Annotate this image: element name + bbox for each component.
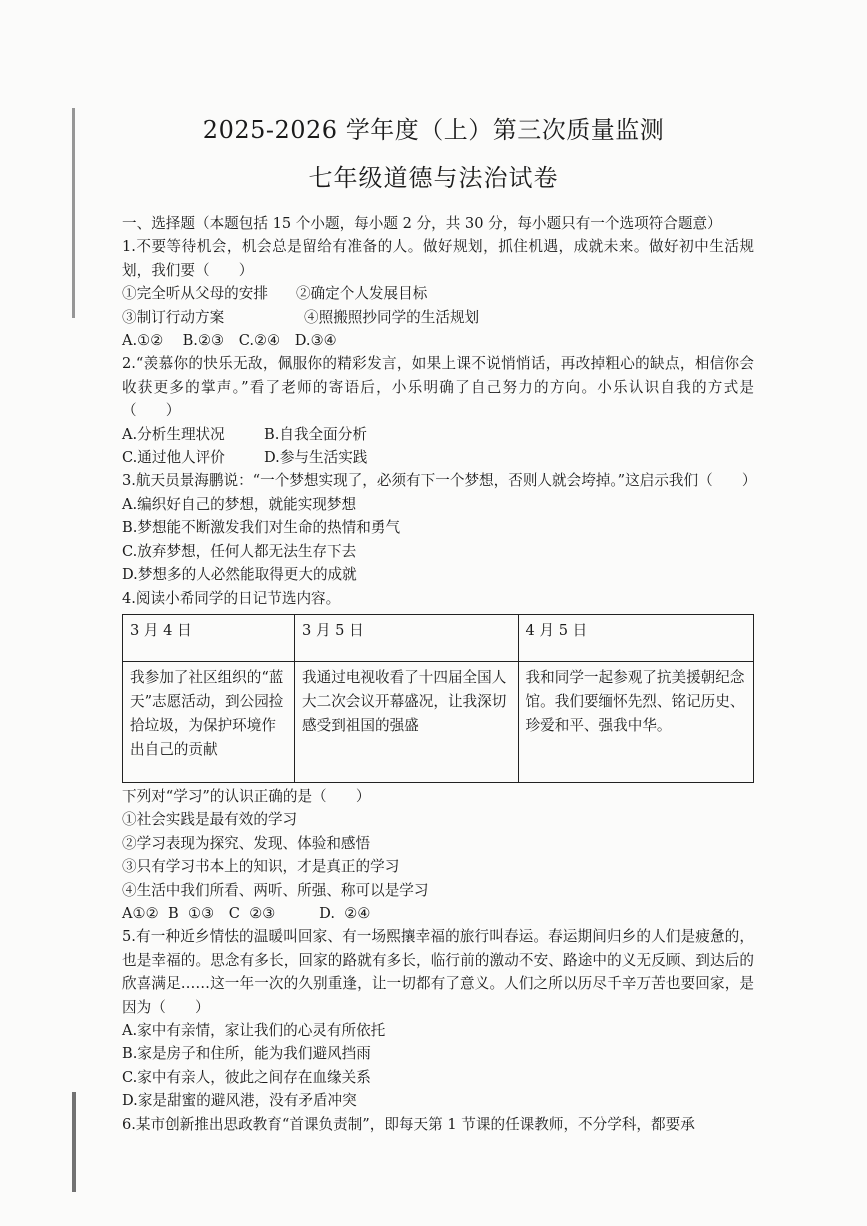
q4-opt3: ③只有学习书本上的知识，才是真正的学习: [122, 858, 400, 876]
diary-date: 3 月 4 日: [123, 614, 295, 661]
q4-opt4: ④生活中我们所看、两听、所强、称可以是学习: [122, 881, 429, 899]
q5-option-b: B.家是房子和住所，能为我们避风挡雨: [122, 1045, 371, 1063]
q2-stem: 2.“羡慕你的快乐无敌，佩服你的精彩发言，如果上课不说悄悄话，再改掉粗心的缺点，相信你会收获更多的掌声。”看了老师的寄语后，小乐明确了自己努力的方向。小乐认识自我的方式是（ ）: [122, 355, 754, 420]
q5-option-a: A.家中有亲情，家让我们的心灵有所依托: [122, 1021, 386, 1039]
q5-option-c: C.家中有亲人，彼此之间存在血缘关系: [122, 1068, 371, 1086]
q3-option-c: C.放弃梦想，任何人都无法生存下去: [122, 542, 357, 560]
q4-choices: A①② B ①③ C ②③ D. ②④: [122, 904, 371, 922]
q1-opt1: ①完全听从父母的安排: [122, 285, 268, 303]
q3-stem: 3.航天员景海鹏说：“一个梦想实现了，必须有下一个梦想，否则人就会垮掉。”这启示我们（ ）: [122, 472, 757, 490]
diary-entry: 我参加了社区组织的“蓝天”志愿活动，到公园捡拾垃圾，为保护环境作出自己的贡献: [123, 661, 295, 782]
q4-question: 下列对“学习”的认识正确的是（ ）: [122, 787, 371, 805]
q5-stem: 5.有一种近乡情怯的温暖叫回家、有一场熙攘幸福的旅行叫春运。春运期间归乡的人们是疲惫的，也是幸福的。思念有多长，回家的路就有多长，临行前的激动不安、路途中的义无反顾、到达后的欣喜满足……这一年一次的久别重逢，让一切都有了意义。人们之所以历尽千辛万苦也要回家，是因为（ ）: [122, 928, 754, 1016]
diary-entry: 我和同学一起参观了抗美援朝纪念馆。我们要缅怀先烈、铭记历史、珍爱和平、强我中华。: [518, 661, 753, 782]
q5-option-d: D.家是甜蜜的避风港，没有矛盾冲突: [122, 1092, 357, 1110]
section-heading: 一、选择题（本题包括 15 个小题，每小题 2 分，共 30 分，每小题只有一个选项符合题意）: [122, 215, 722, 232]
q2-options-row2: [122, 446, 754, 469]
q1-options-row1: [122, 282, 754, 305]
diary-date: 4 月 5 日: [518, 614, 753, 661]
q4-stem: 4.阅读小希同学的日记节选内容。: [122, 589, 341, 607]
q4-opt2: ②学习表现为探究、发现、体验和感悟: [122, 834, 371, 852]
q1-opt2: ②确定个人发展目标: [295, 285, 428, 303]
q4-opt1: ①社会实践是最有效的学习: [122, 811, 298, 829]
exam-content: [122, 212, 757, 1136]
diary-entry-row: [123, 661, 754, 782]
binding-margin-mark: [72, 1092, 76, 1192]
q3-option-b: B.梦想能不断激发我们对生命的热情和勇气: [122, 519, 401, 537]
diary-date-row: [123, 614, 754, 661]
q1-opt3: ③制订行动方案: [122, 308, 225, 326]
q2-option-a: A.分析生理状况: [122, 425, 225, 443]
diary-date: 3 月 5 日: [295, 614, 519, 661]
diary-table: [122, 614, 754, 783]
q6-stem: 6.某市创新推出思政教育“首课负责制”，即每天第 1 节课的任课教师，不分学科，都要承: [122, 1115, 695, 1133]
exam-subtitle: 七年级道德与法治试卷: [308, 164, 559, 192]
q2-options-row1: [122, 423, 754, 446]
q2-option-c: C.通过他人评价: [122, 449, 225, 467]
q1-choices: A.①② B.②③ C.②④ D.③④: [122, 332, 337, 350]
q3-option-a: A.编织好自己的梦想，就能实现梦想: [122, 495, 357, 513]
q3-option-d: D.梦想多的人必然能取得更大的成就: [122, 566, 357, 584]
exam-title: 2025-2026 学年度（上）第三次质量监测: [202, 116, 665, 144]
q1-options-row2: [122, 306, 754, 329]
q2-option-d: D.参与生活实践: [264, 449, 368, 467]
diary-entry: 我通过电视收看了十四届全国人大二次会议开幕盛况，让我深切感受到祖国的强盛: [295, 661, 519, 782]
q1-stem: 1.不要等待机会，机会总是留给有准备的人。做好规划，抓住机遇，成就未来。做好初中生活规划，我们要（ ）: [122, 238, 754, 279]
q1-opt4: ④照搬照抄同学的生活规划: [304, 308, 480, 326]
q2-option-b: B.自我全面分析: [264, 425, 367, 443]
